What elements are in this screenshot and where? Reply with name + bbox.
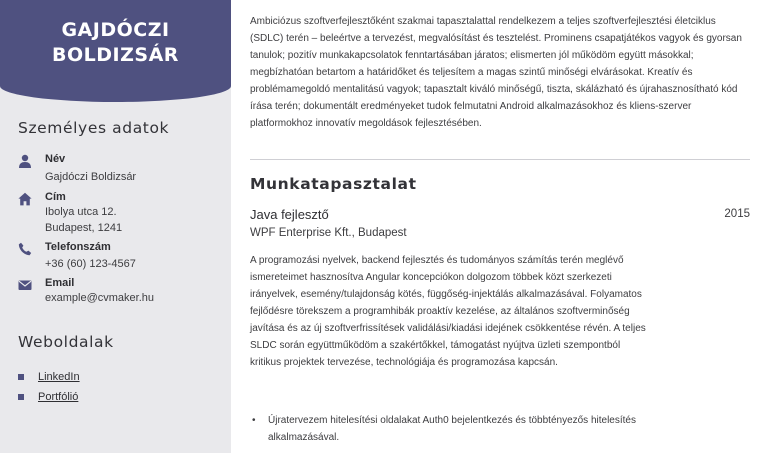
- personal-heading: Személyes adatok: [18, 119, 170, 137]
- contact-phone: [18, 241, 223, 273]
- person-icon: [18, 154, 32, 168]
- bullet-square-icon: [18, 394, 24, 400]
- contact-value: Gajdóczi Boldizsár: [45, 171, 137, 183]
- contact-value: Budapest, 1241: [45, 222, 123, 234]
- bullet-square-icon: [18, 374, 24, 380]
- linkedin-link[interactable]: LinkedIn: [38, 371, 80, 383]
- profile-summary: Ambiciózus szoftverfejlesztőként szakmai tapasztalattal rendelkezem a teljes szoftverfejlesztési életciklus (SDLC) terén – beleértve a tervezést, megvalósítást és tesztelést. Prominens csapatjátékos vagyok és gyorsan tanulok; pozitív munkakapcsolatok fenntartásában járatos; elismerten jól működöm együtt másokkal; megbízhatóan betartom a határidőket és teljesítem a magas szintű minőségi elvárásokat. Kreatív és problémamegoldó mentalitású vagyok; tapasztalt kiváló minőségű, tiszta, skálázható és újrahasznosítható kód írása terén; dokumentált eredményeket tudok felmutatni Android alkalmazásokhoz és kliens-szerver platformokhoz innovatív megoldások fejlesztésében.: [250, 16, 742, 129]
- contact-value: example@cvmaker.hu: [45, 292, 154, 304]
- home-icon: [18, 192, 32, 206]
- mail-icon: [18, 278, 32, 292]
- contact-value: +36 (60) 123-4567: [45, 258, 136, 270]
- job-description: A programozási nyelvek, backend fejlesztés és tudományos számítás terén meglévő ismereteimet hasznosítva Angular koncepciókon dolgozom többek közt szerkezeti irányelvek, esemény/tulajdonság kötés, függőség-injektálás alkalmazásával. Folyamatos fejlődésre törekszem a programhibák proaktív kezelése, az általános szoftverminőség javítása és az új szoftverfrissítések validálási/kiadási idejének csökkentése révén. A teljes SLDC során együttműködöm a szakértőkkel, támogatást nyújtva üzleti szempontból kritikus projektek tervezése, technológiája és programozása kapcsán.: [250, 255, 646, 368]
- divider: [250, 159, 750, 160]
- websites-heading: Weboldalak: [18, 333, 114, 351]
- contact-address: [18, 191, 223, 239]
- name-last: BOLDIZSÁR: [52, 44, 179, 66]
- contact-label: Email: [45, 277, 75, 289]
- job-title: Java fejlesztő: [250, 207, 329, 222]
- name-first: GAJDÓCZI: [61, 19, 170, 41]
- job-year: 2015: [724, 208, 750, 220]
- contact-label: Telefonszám: [45, 241, 111, 253]
- job-bullet-text: Újratervezem hitelesítési oldalakat Auth0 bejelentkezés és többtényezős hitelesítés alkalmazásával.: [268, 415, 636, 443]
- contact-label: Cím: [45, 191, 66, 203]
- job-bullet: [252, 412, 652, 446]
- candidate-name: [0, 18, 231, 68]
- contact-value: Ibolya utca 12.: [45, 206, 117, 218]
- bullet-dot-icon: •: [252, 415, 256, 426]
- job-company: WPF Enterprise Kft., Budapest: [250, 227, 407, 239]
- phone-icon: [18, 242, 32, 256]
- contact-email: [18, 277, 223, 309]
- experience-heading: Munkatapasztalat: [250, 175, 417, 193]
- name-header: [0, 0, 231, 102]
- contact-label: Név: [45, 153, 66, 165]
- contact-name: [18, 153, 223, 187]
- sidebar: [0, 0, 231, 453]
- portfolio-link[interactable]: Portfólió: [38, 391, 79, 403]
